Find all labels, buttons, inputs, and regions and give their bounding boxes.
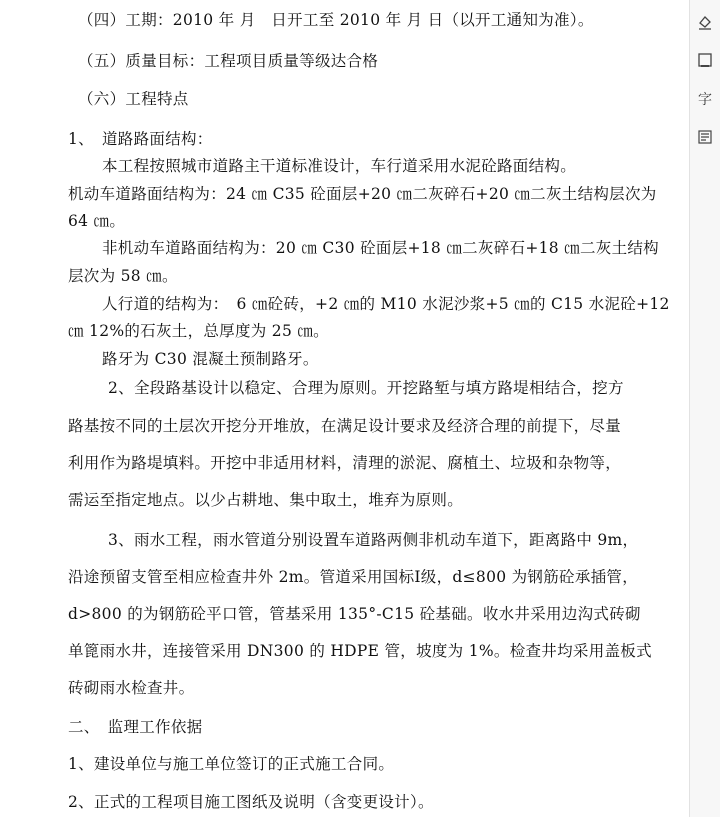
line-rainwater-1: 3、雨水工程，雨水管道分别设置车道路两侧非机动车道下，距离路中 9m， — [108, 531, 639, 549]
line-rainwater-2: 沿途预留支管至相应检查井外 2m。管道采用国标Ⅰ级，d≤800 为钢筋砼承插管， — [68, 568, 639, 586]
line-subgrade-2: 路基按不同的土层次开挖分开堆放，在满足设计要求及经济合理的前提下，尽量 — [68, 417, 622, 435]
line-subgrade-4: 需运至指定地点。以少占耕地、集中取土，堆弃为原则。 — [68, 491, 464, 509]
line-nonmotor-lane-1: 非机动车道路面结构为：20 ㎝ C30 砼面层+18 ㎝二灰碎石+18 ㎝二灰土结构 — [102, 239, 659, 257]
line-subgrade-1: 2、全段路基设计以稳定、合理为原则。开挖路堑与填方路堤相结合，挖方 — [108, 379, 624, 397]
font-icon[interactable] — [694, 88, 716, 110]
line-basis-item-1: 1、建设单位与施工单位签订的正式施工合同。 — [68, 755, 395, 773]
format-brush-icon[interactable] — [694, 12, 716, 34]
line-project-features: （六）工程特点 — [78, 90, 189, 108]
line-quality-target: （五）质量目标：工程项目质量等级达合格 — [78, 52, 379, 70]
line-rainwater-3: d>800 的为钢筋砼平口管，管基采用 135°-C15 砼基础。收水井采用边沟式砖砌 — [68, 605, 641, 623]
line-motor-lane-1: 机动车道路面结构为：24 ㎝ C35 砼面层+20 ㎝二灰碎石+20 ㎝二灰土结构层次为 — [68, 185, 657, 203]
line-subgrade-3: 利用作为路堤填料。开挖中非适用材料，清理的淤泥、腐植土、垃圾和杂物等， — [68, 454, 622, 472]
line-rainwater-4: 单篦雨水井，连接管采用 DN300 的 HDPE 管，坡度为 1%。检查井均采用盖板式 — [68, 642, 652, 660]
line-pavement-heading: 1、 道路路面结构： — [68, 130, 213, 148]
line-sidewalk-1: 人行道的结构为： 6 ㎝砼砖，+2 ㎝的 M10 水泥沙浆+5 ㎝的 C15 水泥砼+12 — [102, 295, 670, 313]
line-sidewalk-2: ㎝ 12%的石灰土，总厚度为 25 ㎝。 — [68, 322, 329, 340]
font-glyph: 字 — [698, 92, 712, 108]
frame-icon[interactable] — [694, 49, 716, 71]
line-curb: 路牙为 C30 混凝土预制路牙。 — [102, 350, 319, 368]
line-supervision-basis-heading: 二、 监理工作依据 — [68, 718, 203, 736]
line-schedule: （四）工期：2010 年 月 日开工至 2010 年 月 日（以开工通知为准）。 — [78, 11, 594, 29]
page-icon[interactable] — [694, 126, 716, 148]
line-motor-lane-2: 64 ㎝。 — [68, 212, 126, 230]
line-basis-item-2: 2、正式的工程项目施工图纸及说明（含变更设计）。 — [68, 793, 434, 811]
line-rainwater-5: 砖砌雨水检查井。 — [68, 679, 195, 697]
right-toolbar — [689, 0, 720, 817]
line-nonmotor-lane-2: 层次为 58 ㎝。 — [68, 267, 178, 285]
line-pavement-intro: 本工程按照城市道路主干道标准设计，车行道采用水泥砼路面结构。 — [102, 157, 577, 175]
